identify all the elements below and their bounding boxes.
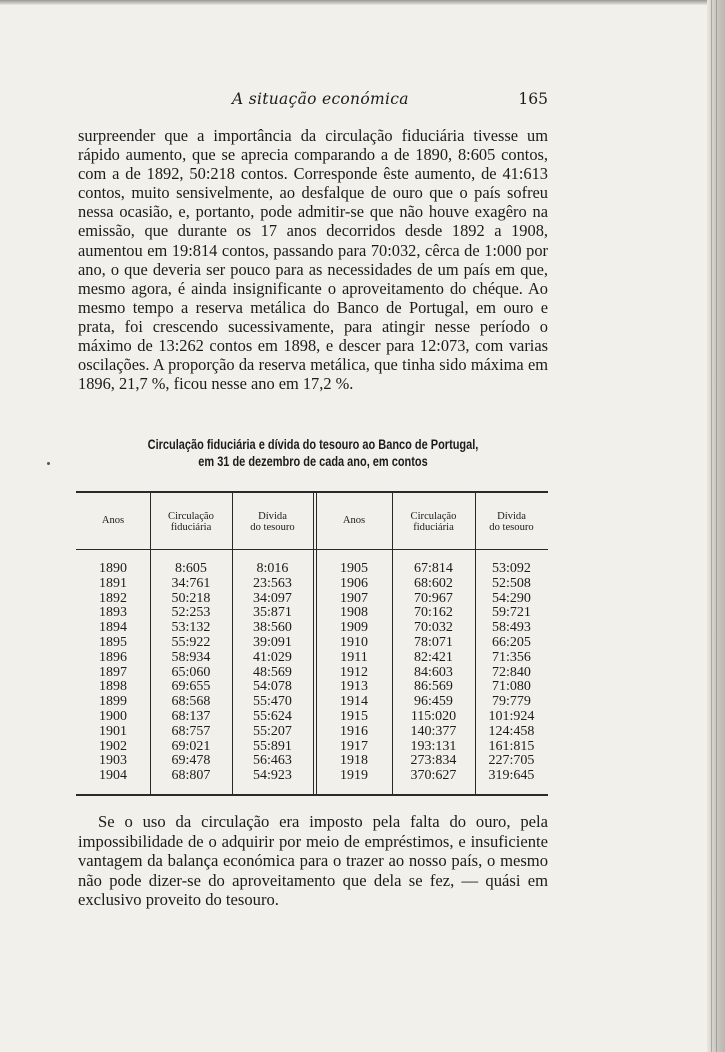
running-title: A situação económica: [232, 90, 409, 108]
table-cell: 1904: [99, 768, 127, 784]
table-cell: 1914: [340, 694, 368, 710]
table-cell: 1907: [340, 590, 368, 606]
column-divider: [313, 493, 314, 794]
column-circulacao-left: [150, 562, 232, 784]
table-cell: 1891: [99, 575, 127, 591]
table-cell: 1918: [340, 753, 368, 769]
table-cell: 1913: [340, 679, 368, 695]
table-caption: [120, 436, 505, 470]
header-divida-right: [475, 511, 548, 533]
table-cell: 58:493: [492, 620, 531, 636]
table-cell: 86:569: [414, 679, 453, 695]
table-cell: 23:563: [253, 575, 292, 591]
table-cell: 70:967: [414, 590, 453, 606]
table-cell: 96:459: [414, 694, 453, 710]
table-cell: 70:162: [414, 605, 453, 621]
table-cell: 55:891: [253, 738, 292, 754]
table-cell: 1895: [99, 634, 127, 650]
table-cell: 66:205: [492, 634, 531, 650]
table-cell: 1893: [99, 605, 127, 621]
table-cell: 68:602: [414, 575, 453, 591]
table-cell: 1890: [99, 561, 127, 576]
table-cell: 69:478: [171, 753, 211, 769]
column-anos-right: [316, 562, 392, 784]
page-number: 165: [518, 90, 548, 108]
table-cell: 56:463: [253, 753, 292, 769]
table-cell: 53:132: [171, 620, 211, 636]
header-text: Circulação: [410, 511, 457, 522]
table-cell: 54:290: [492, 590, 531, 606]
table-cell: 1909: [340, 620, 368, 636]
table-cell: 69:655: [171, 679, 211, 695]
table-cell: 1896: [99, 649, 127, 665]
table-cell: 1892: [99, 590, 127, 606]
header-text: do tesouro: [489, 522, 534, 533]
page-top-shadow: [0, 0, 725, 5]
table-caption-line-2: em 31 de dezembro de cada ano, em contos: [198, 454, 428, 469]
table-cell: 1917: [340, 738, 368, 754]
table-cell: 1905: [340, 561, 368, 576]
table-cell: 53:092: [492, 561, 531, 576]
table-cell: 1906: [340, 575, 368, 591]
column-divida-left: [232, 562, 313, 784]
table-cell: 52:508: [492, 575, 531, 591]
header-anos-left: Anos: [101, 515, 125, 526]
table-cell: 65:060: [171, 664, 211, 680]
table-cell: 54:078: [253, 679, 292, 695]
table-cell: 35:871: [253, 605, 292, 621]
table-cell: 71:080: [492, 679, 531, 695]
table-cell: 1919: [340, 768, 368, 784]
table-caption-line-1: Circulação fiduciária e dívida do tesouro ao Banco de Portugal,: [147, 437, 479, 452]
table-cell: 71:356: [492, 649, 531, 665]
table-cell: 1912: [340, 664, 368, 680]
header-circulacao-right: [392, 511, 475, 533]
column-anos-left: [76, 562, 150, 784]
page-edge: [707, 0, 725, 1052]
header-text: Circulação: [168, 511, 214, 522]
table-cell: 1899: [99, 694, 127, 710]
table-cell: 72:840: [492, 664, 531, 680]
header-divida-left: [232, 511, 313, 533]
table-cell: 8:016: [256, 561, 289, 576]
table-cell: 54:923: [253, 768, 292, 784]
header-circulacao-left: [150, 511, 232, 533]
table-cell: 68:568: [171, 694, 211, 710]
table-cell: 55:922: [171, 634, 211, 650]
body-paragraph-1: surpreender que a importância da circulação fiduciária tivesse um rápido aumento, que se aprecia comparando a de 1890, 8:605 contos, com a de 1892, 50:218 contos. Corresponde êste aumento, de 41:613 contos, muito sensivelmente, ao desfalque de ouro que o país sofreu nessa ocasião, e, portanto, pode admitir-se que não houve exagêro na emissão, que durante os 17 anos decorridos desde 1892 a 1908, aumentou em 19:814 contos, passando para 70:032, cêrca de 1:000 por ano, o que deveria ser pouco para as necessidades de um país em que, mesmo agora, é ainda insignificante o aproveitamento do chéque. Ao mesmo tempo a reserva metálica do Banco de Portugal, em ouro e prata, foi crescendo sucessivamente, para atingir nesse período o máximo de 13:262 contos em 1898, e descer para 12:073, com varias oscilações. A proporção da reserva metálica, que tinha sido máxima em 1896, 21,7 %, ficou nesse ano em 17,2 %.: [78, 126, 548, 394]
table-cell: 1916: [340, 723, 368, 739]
table-cell: 50:218: [171, 590, 211, 606]
table-cell: 193:131: [410, 738, 457, 754]
table-cell: 79:779: [492, 694, 531, 710]
table-cell: 1903: [99, 753, 127, 769]
table-cell: 59:721: [492, 605, 531, 621]
table-cell: 1902: [99, 738, 127, 754]
header-rule: [76, 549, 548, 550]
header-anos-right: Anos: [342, 515, 366, 526]
table-cell: 1910: [340, 634, 368, 650]
table-cell: 84:603: [414, 664, 453, 680]
table-cell: 68:757: [171, 723, 211, 739]
table-cell: 8:605: [175, 561, 207, 576]
table-cell: 1908: [340, 605, 368, 621]
table-cell: 115:020: [410, 708, 457, 724]
column-circulacao-right: [392, 562, 475, 784]
table-cell: 319:645: [488, 768, 535, 784]
table-cell: 227:705: [488, 753, 535, 769]
table-cell: 58:934: [171, 649, 211, 665]
header-text: Dívida: [497, 511, 526, 522]
table-cell: 70:032: [414, 620, 453, 636]
table-cell: 52:253: [171, 605, 211, 621]
table-cell: 34:097: [253, 590, 292, 606]
header-text: Dívida: [258, 511, 287, 522]
table-cell: 1901: [99, 723, 127, 739]
table-cell: 82:421: [414, 649, 453, 665]
table-cell: 273:834: [410, 753, 457, 769]
table-cell: 67:814: [414, 561, 453, 576]
header-text: do tesouro: [250, 522, 295, 533]
ink-speck: [47, 462, 50, 465]
table-cell: 48:569: [253, 664, 292, 680]
table-cell: 161:815: [488, 738, 535, 754]
running-head: [78, 90, 548, 112]
table-cell: 55:624: [253, 708, 292, 724]
body-paragraph-2: Se o uso da circulação era imposto pela falta do ouro, pela impossibilidade de o adquirir por meio de empréstimos, e insuficiente vantagem da balança económica para o trazer ao nosso país, o mesmo não pode dizer-se do aproveitamento que dela se fez, — quási em exclusivo proveito do tesouro.: [78, 812, 548, 909]
table-cell: 140:377: [410, 723, 457, 739]
table-cell: 101:924: [488, 708, 535, 724]
data-table: [76, 491, 548, 796]
table-cell: 124:458: [488, 723, 535, 739]
table-cell: 55:470: [253, 694, 292, 710]
table-cell: 1894: [99, 620, 127, 636]
table-cell: 1900: [99, 708, 127, 724]
header-text: fiduciária: [413, 522, 454, 533]
table-cell: 1898: [99, 679, 127, 695]
table-cell: 68:807: [171, 768, 211, 784]
table-cell: 38:560: [253, 620, 292, 636]
table-cell: 55:207: [253, 723, 292, 739]
table-cell: 41:029: [253, 649, 292, 665]
header-text: fiduciária: [170, 522, 212, 533]
table-cell: 34:761: [171, 575, 211, 591]
table-cell: 1897: [99, 664, 127, 680]
table-cell: 78:071: [414, 634, 453, 650]
table-cell: 1911: [340, 649, 368, 665]
column-divida-right: [475, 562, 548, 784]
table-cell: 68:137: [171, 708, 211, 724]
table-cell: 1915: [340, 708, 368, 724]
table-cell: 39:091: [253, 634, 292, 650]
table-cell: 370:627: [410, 768, 457, 784]
table-cell: 69:021: [171, 738, 211, 754]
